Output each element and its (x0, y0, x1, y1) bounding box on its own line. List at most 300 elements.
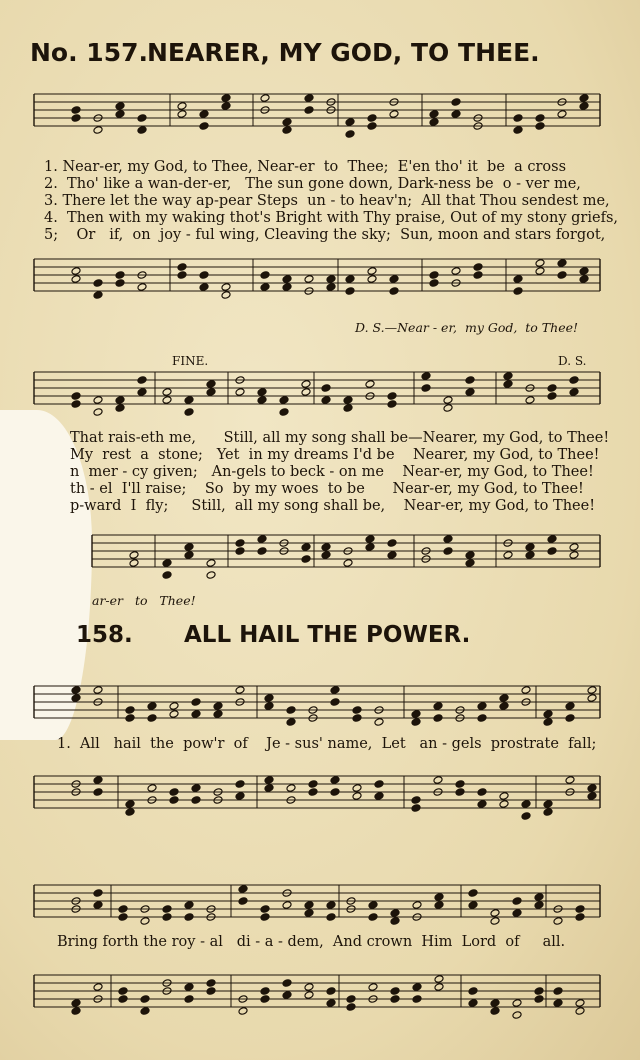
note-head (367, 275, 377, 284)
note-head (238, 885, 248, 894)
note-head (125, 706, 135, 715)
note-head (543, 800, 553, 809)
note-head (184, 901, 194, 910)
note-head (206, 571, 216, 580)
note-head (387, 400, 397, 409)
note-head (412, 983, 422, 992)
note-head (118, 905, 128, 914)
note-head (477, 800, 487, 809)
note-head (264, 784, 274, 793)
note-head (137, 114, 147, 123)
note-head (162, 571, 172, 580)
note-head (177, 110, 187, 119)
note-head (490, 909, 500, 918)
note-head (129, 551, 139, 560)
note-head (451, 267, 461, 276)
hymn-title-158: ALL HAIL THE POWER. (184, 622, 471, 648)
note-head (434, 901, 444, 910)
note-head (177, 102, 187, 111)
note-head (93, 126, 103, 135)
note-head (503, 380, 513, 389)
note-head (330, 776, 340, 785)
note-head (147, 714, 157, 723)
note-head (455, 788, 465, 797)
note-head (587, 784, 597, 793)
note-head (321, 543, 331, 552)
note-head (468, 889, 478, 898)
note-head (260, 271, 270, 280)
note-head (390, 917, 400, 926)
note-head (260, 905, 270, 914)
note-head (115, 271, 125, 280)
note-head (71, 1007, 81, 1016)
note-head (434, 893, 444, 902)
note-head (93, 776, 103, 785)
note-head (575, 913, 585, 922)
note-head (118, 995, 128, 1004)
note-head (235, 792, 245, 801)
note-head (575, 999, 585, 1008)
note-head (513, 287, 523, 296)
ds-marker: D. S. (558, 354, 587, 368)
note-head (147, 784, 157, 793)
note-head (286, 784, 296, 793)
note-head (412, 901, 422, 910)
note-head (330, 686, 340, 695)
note-head (115, 102, 125, 111)
note-head (330, 788, 340, 797)
verse-line: 4. Then with my waking thot's Bright with Thy praise, Out of my stony griefs, (44, 210, 618, 226)
note-head (346, 995, 356, 1004)
note-head (547, 384, 557, 393)
note-head (235, 547, 245, 556)
note-head (260, 283, 270, 292)
note-head (503, 372, 513, 381)
note-head (352, 784, 362, 793)
note-head (137, 126, 147, 135)
note-head (490, 917, 500, 926)
note-head (206, 559, 216, 568)
verse-line: n mer - cy given; An-gels to beck - on me Near-er, my God, to Thee! (70, 464, 594, 480)
note-head (93, 279, 103, 288)
note-head (513, 275, 523, 284)
note-head (473, 263, 483, 272)
note-head (326, 913, 336, 922)
note-head (365, 543, 375, 552)
note-head (535, 122, 545, 131)
note-head (365, 380, 375, 389)
note-head (345, 275, 355, 284)
note-head (365, 535, 375, 544)
note-head (282, 901, 292, 910)
note-head (565, 702, 575, 711)
note-head (264, 694, 274, 703)
note-head (235, 388, 245, 397)
note-head (71, 400, 81, 409)
note-head (477, 702, 487, 711)
note-head (465, 559, 475, 568)
note-head (191, 796, 201, 805)
note-head (71, 114, 81, 123)
note-head (579, 267, 589, 276)
note-head (367, 122, 377, 131)
note-head (169, 788, 179, 797)
note-head (465, 551, 475, 560)
note-head (140, 917, 150, 926)
note-head (387, 392, 397, 401)
note-head (184, 913, 194, 922)
note-head (499, 792, 509, 801)
note-head (115, 404, 125, 413)
note-head (543, 808, 553, 817)
note-head (411, 710, 421, 719)
note-head (147, 702, 157, 711)
note-head (443, 535, 453, 544)
note-head (264, 702, 274, 711)
note-head (326, 901, 336, 910)
note-head (345, 287, 355, 296)
note-head (169, 702, 179, 711)
note-head (137, 388, 147, 397)
note-head (326, 275, 336, 284)
note-head (71, 392, 81, 401)
verse-line: 1. Near-er, my God, to Thee, Near-er to Thee; E'en tho' it be a cross (44, 159, 567, 175)
note-head (213, 710, 223, 719)
note-head (257, 547, 267, 556)
note-head (184, 543, 194, 552)
ds-end-line: ar-er to Thee! (92, 593, 196, 608)
note-head (326, 999, 336, 1008)
note-head (71, 694, 81, 703)
note-head (389, 110, 399, 119)
note-head (93, 686, 103, 695)
note-head (512, 909, 522, 918)
note-head (206, 380, 216, 389)
note-head (579, 275, 589, 284)
note-head (343, 404, 353, 413)
note-head (206, 388, 216, 397)
note-head (304, 901, 314, 910)
note-head (169, 796, 179, 805)
note-head (411, 718, 421, 727)
note-head (535, 114, 545, 123)
verse-line: My rest a stone; Yet in my dreams I'd be Nearer, my God, to Thee! (70, 447, 600, 463)
note-head (235, 780, 245, 789)
note-head (389, 275, 399, 284)
note-head (534, 987, 544, 996)
verse-line: 1. All hail the pow'r of Je - sus' name, Let an - gels prostrate fall; (57, 736, 597, 752)
note-head (421, 372, 431, 381)
note-head (513, 114, 523, 123)
note-head (257, 535, 267, 544)
note-head (282, 991, 292, 1000)
note-head (553, 999, 563, 1008)
note-head (260, 94, 270, 103)
note-head (118, 987, 128, 996)
note-head (513, 126, 523, 135)
note-head (465, 388, 475, 397)
note-head (343, 396, 353, 405)
note-head (547, 547, 557, 556)
note-head (512, 999, 522, 1008)
note-head (238, 1007, 248, 1016)
note-head (499, 800, 509, 809)
note-head (343, 559, 353, 568)
note-head (477, 714, 487, 723)
note-head (199, 283, 209, 292)
note-head (521, 812, 531, 821)
note-head (184, 983, 194, 992)
note-head (71, 275, 81, 284)
note-head (191, 784, 201, 793)
note-head (279, 408, 289, 417)
note-head (125, 808, 135, 817)
note-head (330, 698, 340, 707)
note-head (557, 110, 567, 119)
note-head (115, 110, 125, 119)
note-head (569, 388, 579, 397)
note-head (304, 275, 314, 284)
note-head (543, 710, 553, 719)
note-head (535, 259, 545, 268)
note-head (443, 396, 453, 405)
note-head (321, 551, 331, 560)
note-head (434, 975, 444, 984)
note-head (433, 776, 443, 785)
note-head (434, 983, 444, 992)
note-head (579, 94, 589, 103)
note-head (468, 987, 478, 996)
note-head (433, 702, 443, 711)
note-head (282, 979, 292, 988)
note-head (162, 388, 172, 397)
verse-line: 2. Tho' like a wan-der-er, The sun gone down, Dark-ness be o - ver me, (44, 176, 581, 192)
note-head (535, 267, 545, 276)
note-head (412, 995, 422, 1004)
note-head (260, 995, 270, 1004)
note-head (521, 800, 531, 809)
verse-line: th - el I'll raise; So by my woes to be Near-er, my God, to Thee! (70, 481, 584, 497)
note-head (374, 780, 384, 789)
note-head (411, 796, 421, 805)
note-head (557, 259, 567, 268)
note-head (490, 999, 500, 1008)
note-head (565, 776, 575, 785)
note-head (569, 551, 579, 560)
note-head (93, 901, 103, 910)
note-head (525, 543, 535, 552)
note-head (93, 788, 103, 797)
verse-line: 3. There let the way ap-pear Steps un - to heav'n; All that Thou sendest me, (44, 193, 610, 209)
note-head (206, 987, 216, 996)
note-head (534, 995, 544, 1004)
note-head (345, 118, 355, 127)
note-head (169, 710, 179, 719)
note-head (534, 893, 544, 902)
note-head (282, 118, 292, 127)
note-head (238, 897, 248, 906)
note-head (184, 551, 194, 560)
note-head (525, 396, 535, 405)
note-head (71, 999, 81, 1008)
note-head (429, 118, 439, 127)
note-head (304, 983, 314, 992)
note-head (387, 539, 397, 548)
note-head (321, 396, 331, 405)
verse-line: Bring forth the roy - al di - a - dem, And crown Him Lord of all. (57, 934, 566, 950)
note-head (308, 780, 318, 789)
note-head (162, 559, 172, 568)
note-head (547, 392, 557, 401)
note-head (129, 559, 139, 568)
note-head (553, 987, 563, 996)
note-head (177, 263, 187, 272)
note-head (465, 376, 475, 385)
note-head (282, 126, 292, 135)
note-head (162, 913, 172, 922)
note-head (93, 408, 103, 417)
note-head (390, 995, 400, 1004)
note-head (184, 995, 194, 1004)
note-head (191, 710, 201, 719)
note-head (326, 987, 336, 996)
note-head (429, 279, 439, 288)
note-head (301, 388, 311, 397)
note-head (326, 283, 336, 292)
note-head (93, 983, 103, 992)
note-head (221, 291, 231, 300)
note-head (367, 114, 377, 123)
note-head (321, 384, 331, 393)
note-head (374, 792, 384, 801)
ds-instruction: D. S.—Near - er, my God, to Thee! (355, 320, 579, 335)
hymn-number-158: 158. (76, 622, 133, 648)
note-head (499, 694, 509, 703)
note-head (235, 686, 245, 695)
note-head (534, 901, 544, 910)
note-head (499, 702, 509, 711)
note-head (235, 539, 245, 548)
note-head (429, 110, 439, 119)
note-head (125, 714, 135, 723)
note-head (368, 901, 378, 910)
note-head (389, 287, 399, 296)
note-head (140, 1007, 150, 1016)
note-head (451, 110, 461, 119)
note-head (286, 718, 296, 727)
note-head (184, 408, 194, 417)
note-head (390, 909, 400, 918)
note-head (184, 396, 194, 405)
note-head (301, 380, 311, 389)
note-head (137, 283, 147, 292)
note-head (346, 1003, 356, 1012)
fine-marker: FINE. (172, 354, 209, 368)
note-head (421, 384, 431, 393)
note-head (221, 94, 231, 103)
note-head (352, 714, 362, 723)
note-head (282, 283, 292, 292)
note-head (282, 275, 292, 284)
note-head (199, 271, 209, 280)
note-head (569, 376, 579, 385)
note-head (199, 122, 209, 131)
note-head (140, 995, 150, 1004)
note-head (547, 535, 557, 544)
note-head (411, 804, 421, 813)
note-head (162, 396, 172, 405)
note-head (93, 291, 103, 300)
note-head (525, 551, 535, 560)
note-head (575, 1007, 585, 1016)
note-head (352, 706, 362, 715)
note-head (191, 698, 201, 707)
note-head (115, 396, 125, 405)
note-head (304, 106, 314, 115)
note-head (429, 271, 439, 280)
note-head (264, 776, 274, 785)
note-head (118, 913, 128, 922)
note-head (199, 110, 209, 119)
note-head (490, 1007, 500, 1016)
note-head (115, 279, 125, 288)
note-head (587, 694, 597, 703)
note-head (443, 547, 453, 556)
note-head (468, 999, 478, 1008)
note-head (213, 702, 223, 711)
note-head (468, 901, 478, 910)
note-head (304, 991, 314, 1000)
note-head (579, 102, 589, 111)
note-head (565, 714, 575, 723)
note-head (301, 543, 311, 552)
note-head (543, 718, 553, 727)
note-head (512, 897, 522, 906)
note-head (368, 913, 378, 922)
note-head (587, 792, 597, 801)
note-head (137, 376, 147, 385)
note-head (257, 388, 267, 397)
note-head (93, 396, 103, 405)
note-head (433, 714, 443, 723)
note-head (477, 788, 487, 797)
note-head (451, 98, 461, 107)
note-head (390, 987, 400, 996)
verse-line: p-ward I fly; Still, all my song shall be, Near-er, my God, to Thee! (70, 498, 596, 514)
note-head (374, 718, 384, 727)
note-head (279, 396, 289, 405)
note-head (301, 555, 311, 564)
note-head (503, 551, 513, 560)
note-head (304, 94, 314, 103)
note-head (125, 800, 135, 809)
note-head (352, 792, 362, 801)
note-head (260, 913, 270, 922)
note-head (177, 271, 187, 280)
note-head (345, 130, 355, 139)
note-head (71, 267, 81, 276)
note-head (221, 102, 231, 111)
hymn-title-157: NEARER, MY GOD, TO THEE. (147, 38, 540, 67)
note-head (557, 271, 567, 280)
note-head (304, 909, 314, 918)
note-head (368, 983, 378, 992)
note-head (260, 987, 270, 996)
note-head (162, 905, 172, 914)
note-head (575, 905, 585, 914)
note-head (308, 788, 318, 797)
note-head (512, 1011, 522, 1020)
